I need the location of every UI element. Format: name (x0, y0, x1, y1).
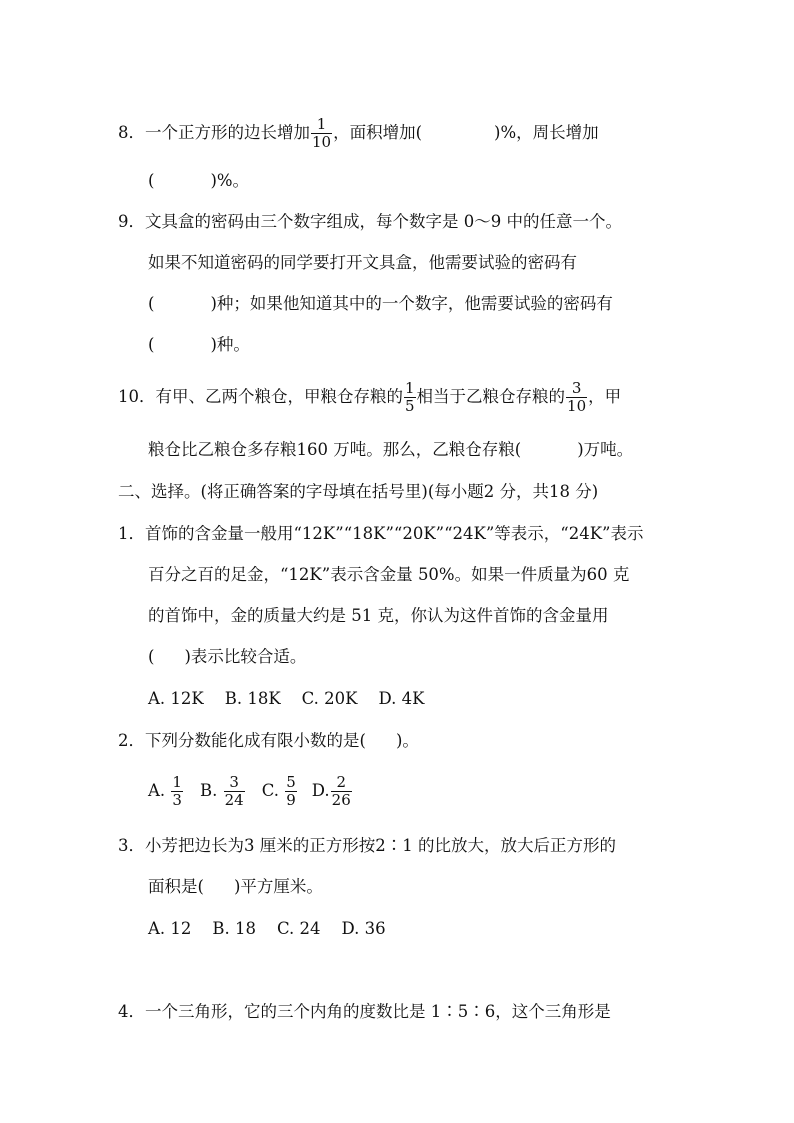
c2-option-d[interactable] (311, 773, 353, 809)
c2-stem-text: 2．下列分数能化成有限小数的是( (118, 731, 366, 750)
c1-line-3: 的首饰中，金的质量大约是 51 克，你认为这件首饰的含金量用 (148, 606, 609, 625)
c3-line2-pre: 面积是( (148, 877, 204, 896)
q10-line2-post: )万吨。 (577, 440, 634, 459)
c1-line4-open: ( (148, 647, 155, 666)
q10-fraction-2-den: 10 (567, 397, 587, 415)
c1-line-2: 百分之百的足金，“12K”表示含金量 50%。如果一件质量为60 克 (148, 565, 630, 584)
q8-line2-close: )%。 (210, 171, 250, 190)
q9-line-3 (148, 294, 613, 314)
c1-line4-rest: )表示比较合适。 (184, 647, 307, 666)
q10-line-2 (148, 440, 633, 460)
q10-fraction-1 (404, 380, 416, 415)
q9-line4-open: ( (148, 335, 155, 354)
section2-heading: 二、选择。(将正确答案的字母填在括号里)(每小题2 分，共18 分) (118, 482, 599, 501)
q8-fraction (311, 116, 332, 151)
c3-line-2 (148, 877, 323, 897)
c2-option-b-den: 24 (224, 791, 244, 809)
q10-fraction-1-den: 5 (405, 397, 415, 415)
c2-option-d-den: 26 (331, 791, 351, 809)
q8-fraction-den: 10 (312, 133, 332, 151)
c1-options: A. 12K B. 18K C. 20K D. 4K (148, 689, 425, 708)
q10-line2-pre: 粮仓比乙粮仓多存粮160 万吨。那么，乙粮仓存粮( (148, 440, 522, 459)
q10-text-mid: 相当于乙粮仓存粮的 (416, 387, 566, 406)
q10-text-post: ，甲 (588, 387, 622, 406)
q10-text-pre: 10．有甲、乙两个粮仓，甲粮仓存粮的 (118, 387, 403, 406)
c2-option-c-label: C. (261, 781, 279, 800)
q8-text-pre: 8．一个正方形的边长增加 (118, 123, 310, 142)
c2-option-d-num: 2 (331, 774, 352, 792)
c3-line2-post: )平方厘米。 (233, 877, 323, 896)
c2-stem (118, 731, 419, 751)
q9-line-2: 如果不知道密码的同学要打开文具盒，他需要试验的密码有 (148, 253, 577, 272)
c4-line-1: 4．一个三角形，它的三个内角的度数比是 1∶5∶6，这个三角形是 (118, 1002, 611, 1021)
c1-line-4 (148, 647, 306, 667)
c2-options (148, 774, 353, 809)
c2-option-c-num: 5 (286, 773, 296, 791)
c1-line-1: 1．首饰的含金量一般用“12K”“18K”“20K”“24K”等表示，“24K”表示 (118, 524, 644, 543)
c2-option-a-num: 1 (172, 773, 182, 791)
c2-option-b-label: B. (199, 781, 218, 800)
c2-option-c-den: 9 (286, 791, 296, 809)
q9-line3-rest: )种；如果他知道其中的一个数字，他需要试验的密码有 (210, 294, 613, 313)
q10-line-1 (118, 380, 621, 415)
c2-option-c[interactable] (261, 773, 298, 809)
q9-line4-rest: )种。 (210, 335, 250, 354)
q8-text-mid: ，面积增加( (333, 123, 423, 142)
c2-option-a[interactable] (148, 773, 184, 809)
c3-options: A. 12 B. 18 C. 24 D. 36 (148, 919, 386, 938)
q10-fraction-1-num: 1 (405, 379, 415, 397)
q8-fraction-num: 1 (311, 116, 332, 134)
c2-option-a-den: 3 (172, 791, 182, 809)
c2-option-b[interactable] (199, 773, 246, 809)
q10-fraction-2-num: 3 (566, 380, 587, 398)
c2-option-b-num: 3 (224, 774, 245, 792)
q8-line-1 (118, 116, 599, 151)
c3-line-1: 3．小芳把边长为3 厘米的正方形按2∶1 的比放大，放大后正方形的 (118, 836, 616, 855)
q9-line-4 (148, 335, 250, 355)
q8-line-2 (148, 171, 249, 191)
q9-line-1: 9．文具盒的密码由三个数字组成，每个数字是 0～9 中的任意一个。 (118, 212, 622, 231)
c2-stem-close: )。 (395, 731, 419, 750)
c2-option-d-label: D. (311, 781, 330, 800)
q8-line2-open: ( (148, 171, 155, 190)
c2-option-a-label: A. (148, 781, 166, 800)
q8-text-close1: )%，周长增加 (494, 123, 599, 142)
q9-line3-open: ( (148, 294, 155, 313)
q10-fraction-2 (566, 380, 587, 415)
